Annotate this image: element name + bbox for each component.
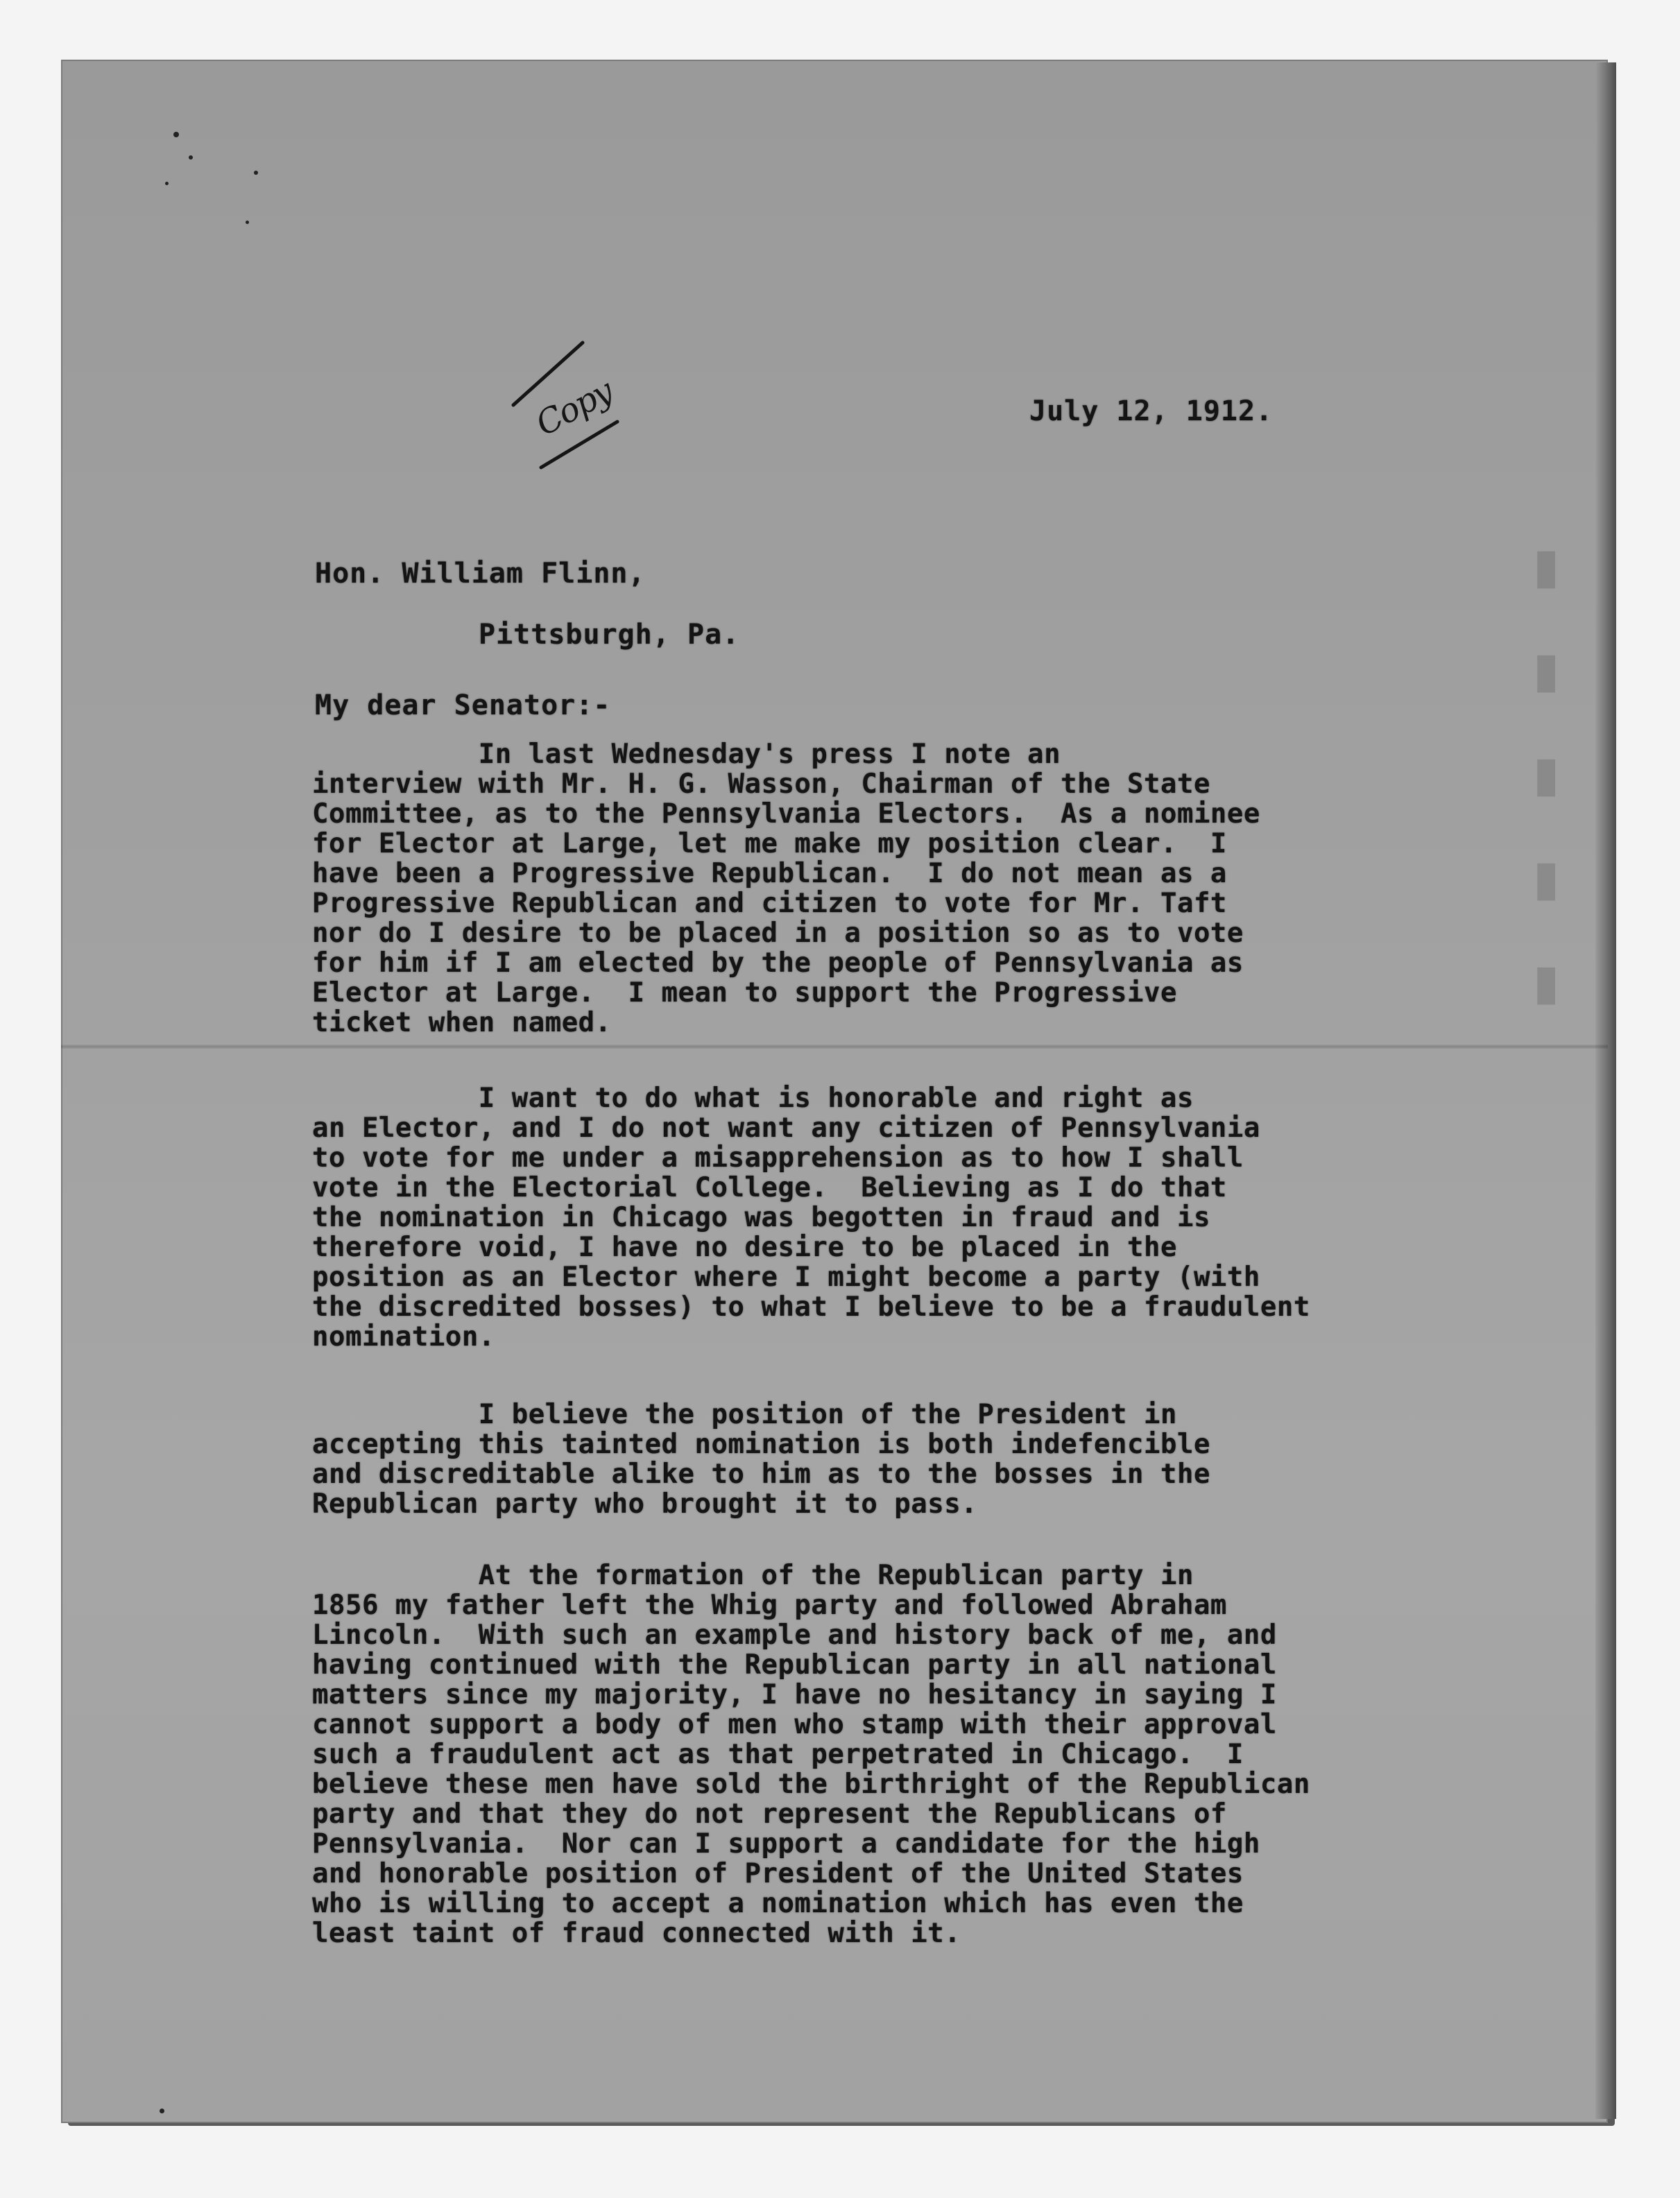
salutation: My dear Senator:- — [315, 689, 611, 721]
text-line: nor do I desire to be placed in a position so as to vote — [312, 918, 1244, 949]
letter-date: July 12, 1912. — [1029, 395, 1274, 427]
text-line: having continued with the Republican party in all national — [312, 1649, 1277, 1681]
addressee-city: Pittsburgh, Pa. — [479, 619, 740, 651]
show-through-marks: ▮ ▮ ▮ ▮ ▮ — [1527, 529, 1566, 1018]
text-line: interview with Mr. H. G. Wasson, Chairman of the State — [312, 769, 1210, 800]
body-paragraph-3 — [312, 1400, 1422, 1519]
text-line: Committee, as to the Pennsylvania Electors. As a nominee — [312, 798, 1260, 830]
text-line: who is willing to accept a nomination which has even the — [312, 1888, 1244, 1919]
text-line: for him if I am elected by the people of Pennsylvania as — [312, 947, 1244, 979]
text-line: Progressive Republican and citizen to vote for Mr. Taft — [312, 888, 1227, 919]
body-paragraph-1 — [312, 739, 1422, 1038]
text-line: nomination. — [312, 1321, 495, 1353]
text-line: Pennsylvania. Nor can I support a candidate for the high — [312, 1828, 1260, 1860]
copy-annotation: Copy — [529, 372, 619, 444]
body-paragraph-2 — [312, 1083, 1422, 1352]
text-line: to vote for me under a misapprehension as to how I shall — [312, 1142, 1244, 1174]
text-line: an Elector, and I do not want any citizen of Pennsylvania — [312, 1113, 1260, 1144]
text-line: Elector at Large. I mean to support the Progressive — [312, 977, 1177, 1008]
text-line: 1856 my father left the Whig party and followed Abraham — [312, 1590, 1227, 1621]
body-paragraph-4 — [312, 1561, 1422, 1948]
text-line: least taint of fraud connected with it. — [312, 1918, 961, 1949]
page-fold — [61, 1045, 1608, 1049]
addressee-name: Hon. William Flinn, — [315, 558, 646, 590]
text-line: the nomination in Chicago was begotten in fraud and is — [312, 1202, 1210, 1233]
text-line: I believe the position of the President in — [312, 1399, 1177, 1430]
text-line: have been a Progressive Republican. I do not mean as a — [312, 858, 1227, 889]
text-line: and honorable position of President of the United States — [312, 1858, 1244, 1889]
text-line: At the formation of the Republican party in — [312, 1560, 1194, 1591]
text-line: for Elector at Large, let me make my position clear. I — [312, 828, 1227, 859]
text-line: position as an Elector where I might become a party (with — [312, 1262, 1260, 1293]
text-line: party and that they do not represent the Republicans of — [312, 1798, 1227, 1830]
text-line: In last Wednesday's press I note an — [312, 739, 1061, 770]
text-line: I want to do what is honorable and right as — [312, 1083, 1194, 1114]
text-line: Republican party who brought it to pass. — [312, 1488, 978, 1520]
text-line: ticket when named. — [312, 1007, 612, 1038]
text-line: the discredited bosses) to what I believe to be a fraudulent — [312, 1291, 1310, 1323]
text-line: Lincoln. With such an example and history back of me, and — [312, 1620, 1277, 1651]
text-line: such a fraudulent act as that perpetrated in Chicago. I — [312, 1739, 1244, 1770]
text-line: accepting this tainted nomination is both indefencible — [312, 1429, 1210, 1460]
text-line: and discreditable alike to him as to the bosses in the — [312, 1459, 1210, 1490]
text-line: cannot support a body of men who stamp with their approval — [312, 1709, 1277, 1740]
text-line: vote in the Electorial College. Believing as I do that — [312, 1172, 1227, 1203]
text-line: therefore void, I have no desire to be placed in the — [312, 1232, 1177, 1263]
text-line: believe these men have sold the birthright of the Republican — [312, 1769, 1310, 1800]
page-edge — [1595, 62, 1616, 2119]
text-line: matters since my majority, I have no hesitancy in saying I — [312, 1679, 1277, 1710]
